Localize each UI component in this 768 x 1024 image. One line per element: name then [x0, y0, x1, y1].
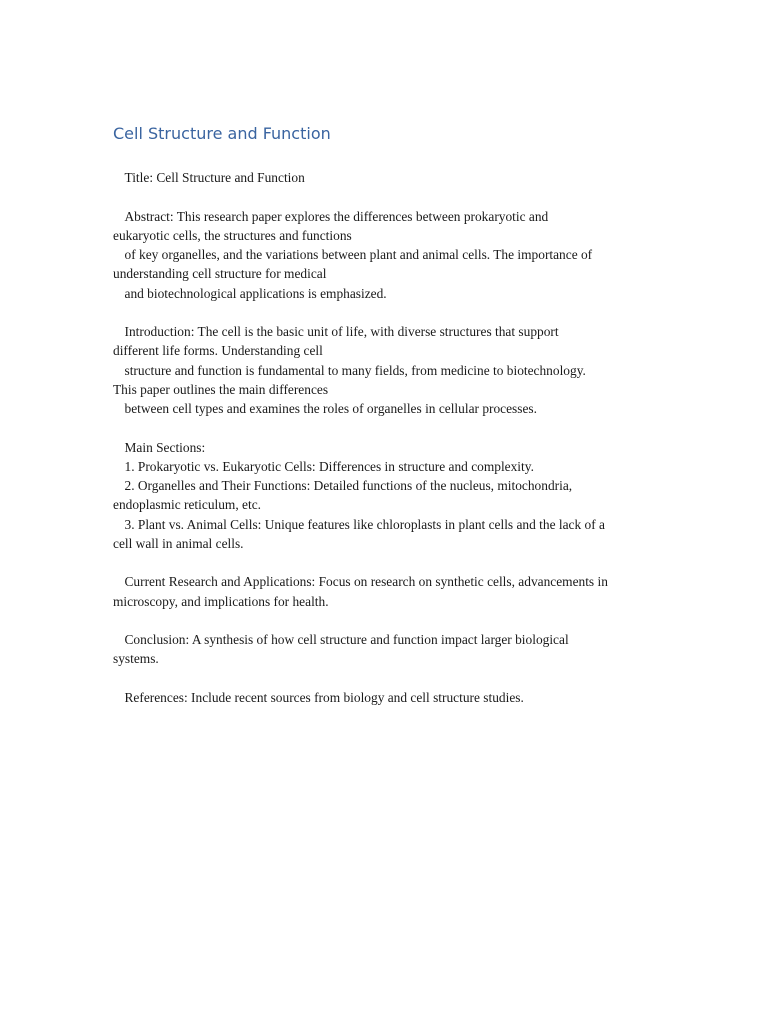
text-line: Conclusion: A synthesis of how cell structure and function impact larger biological [124, 632, 569, 647]
paragraph-main-sections [113, 438, 673, 554]
paragraph-conclusion [113, 630, 673, 669]
text-line: and biotechnological applications is emphasized. [124, 285, 387, 301]
document-heading: Cell Structure and Function [113, 124, 331, 143]
paragraph-abstract [113, 207, 673, 303]
list-item: 2. Organelles and Their Functions: Detailed functions of the nucleus, mitochondria, [124, 478, 573, 493]
text-line: of key organelles, and the variations between plant and animal cells. The importance of [124, 247, 593, 262]
text-line: cell wall in animal cells. [113, 535, 244, 551]
text-line: endoplasmic reticulum, etc. [113, 497, 261, 513]
text-line: systems. [113, 651, 159, 667]
paragraph-current-research [113, 572, 673, 611]
list-item: 1. Prokaryotic vs. Eukaryotic Cells: Differences in structure and complexity. [124, 458, 534, 474]
text-line: understanding cell structure for medical [113, 266, 327, 282]
text-line: Current Research and Applications: Focus on research on synthetic cells, advancements in [124, 574, 608, 590]
text-line: References: Include recent sources from biology and cell structure studies. [124, 689, 524, 705]
text-line: Title: Cell Structure and Function [124, 170, 305, 185]
text-line: structure and function is fundamental to many fields, from medicine to biotechnology. [124, 362, 586, 378]
list-item: 3. Plant vs. Animal Cells: Unique features like chloroplasts in plant cells and the lack of a [124, 516, 605, 532]
text-line: Abstract: This research paper explores the differences between prokaryotic and [124, 208, 549, 224]
text-line: microscopy, and implications for health. [113, 593, 329, 609]
paragraph-title [113, 168, 673, 187]
paragraph-references [113, 688, 673, 707]
text-line: Main Sections: [124, 439, 206, 455]
text-line: Introduction: The cell is the basic unit of life, with diverse structures that support [124, 324, 559, 339]
text-line: between cell types and examines the roles of organelles in cellular processes. [124, 401, 537, 416]
text-line: different life forms. Understanding cell [113, 343, 323, 359]
text-line: This paper outlines the main differences [113, 381, 329, 397]
text-line: eukaryotic cells, the structures and functions [113, 227, 352, 243]
document-body [113, 168, 673, 707]
paragraph-introduction [113, 322, 673, 418]
